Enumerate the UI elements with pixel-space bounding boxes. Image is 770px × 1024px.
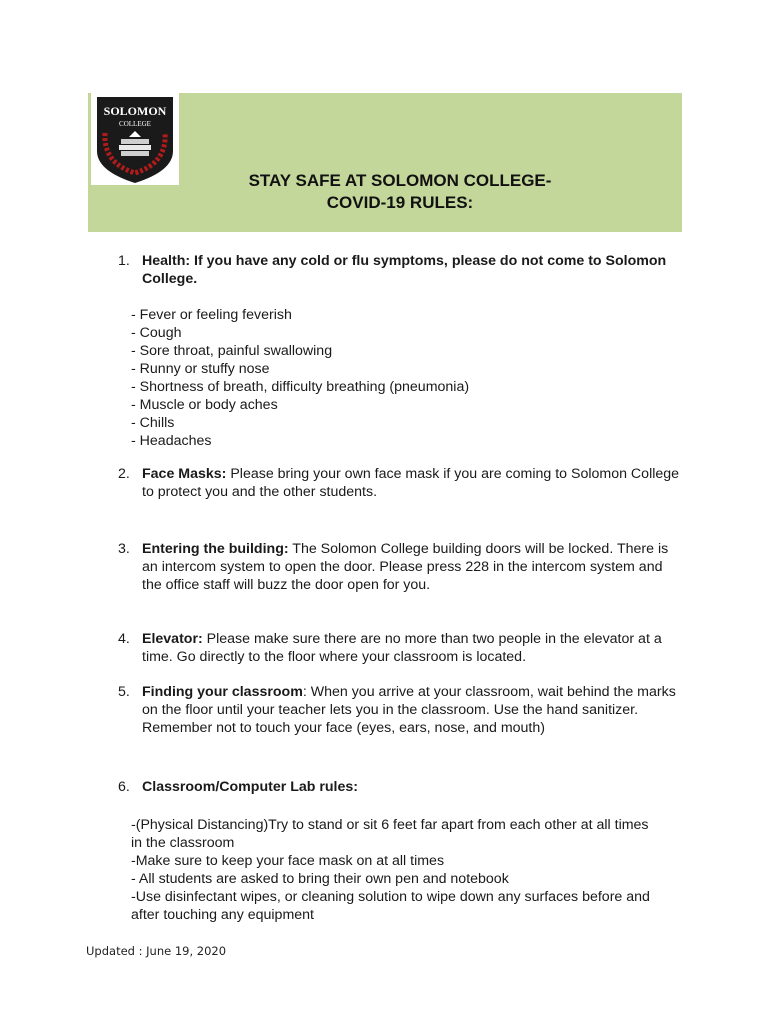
svg-text:COLLEGE: COLLEGE: [119, 120, 151, 128]
list-item: -Make sure to keep your face mask on at all times: [131, 853, 445, 869]
list-item: - Chills: [131, 415, 175, 431]
classroom-rule-list: [131, 816, 661, 924]
list-item: -(Physical Distancing)Try to stand or sit 6 feet far apart from each other at all times in the classroom: [131, 817, 649, 851]
list-item: - Muscle or body aches: [131, 397, 278, 413]
list-item: - Shortness of breath, difficulty breathing (pneumonia): [131, 379, 470, 395]
list-item: - All students are asked to bring their own pen and notebook: [131, 871, 509, 887]
updated-date: Updated : June 19, 2020: [86, 944, 227, 958]
list-item: - Sore throat, painful swallowing: [131, 343, 333, 359]
list-item: - Headaches: [131, 433, 212, 449]
list-item: - Runny or stuffy nose: [131, 361, 270, 377]
list-item: -Use disinfectant wipes, or cleaning solution to wipe down any surfaces before and after touching any equipment: [131, 889, 650, 923]
solomon-college-logo: [91, 93, 179, 185]
symptom-list: [131, 306, 681, 450]
svg-text:SOLOMON: SOLOMON: [103, 104, 167, 118]
page-title: STAY SAFE AT SOLOMON COLLEGE- COVID-19 RULES:: [248, 171, 552, 212]
list-item: - Cough: [131, 325, 182, 341]
list-item: - Fever or feeling feverish: [131, 307, 292, 323]
